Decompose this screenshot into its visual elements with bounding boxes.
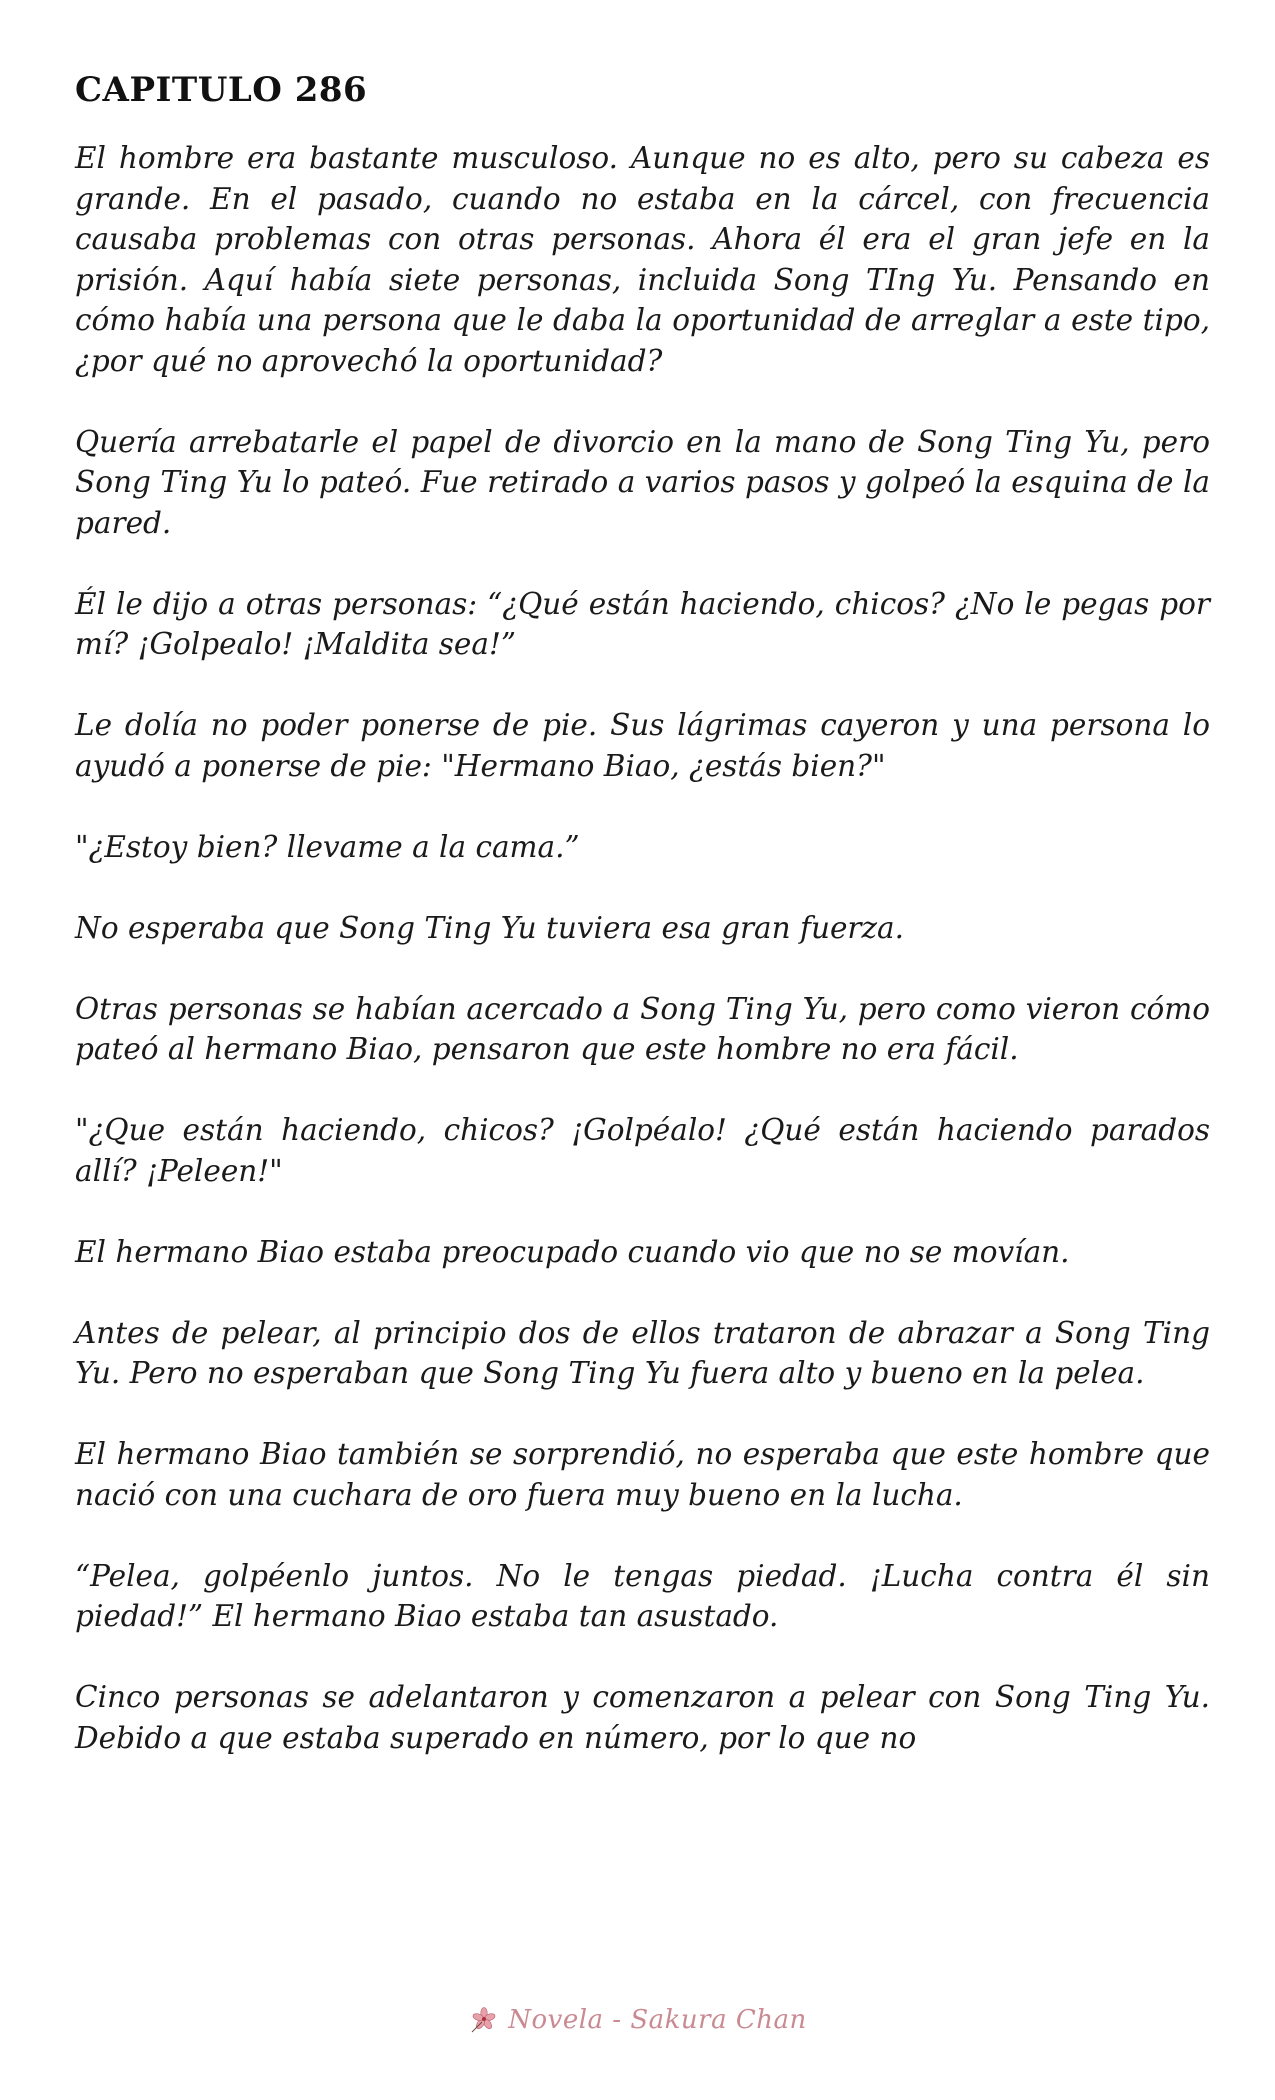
chapter-title: CAPITULO 286 bbox=[75, 70, 368, 110]
paragraph-2: Quería arrebatarle el papel de divorcio en la mano de Song Ting Yu, pero Song Ting Yu lo pateó. Fue retirado a varios pasos y golpeó la esquina de la pared. bbox=[75, 424, 1210, 540]
watermark-text: Novela - Sakura Chan bbox=[508, 2005, 807, 2035]
paragraph-6: No esperaba que Song Ting Yu tuviera esa gran fuerza. bbox=[75, 910, 905, 945]
paragraph-7: Otras personas se habían acercado a Song Ting Yu, pero como vieron cómo pateó al hermano Biao, pensaron que este hombre no era fácil. bbox=[75, 991, 1210, 1066]
paragraph-11: El hermano Biao también se sorprendió, no esperaba que este hombre que nació con una cuchara de oro fuera muy bueno en la lucha. bbox=[75, 1437, 1210, 1512]
paragraph-3: Él le dijo a otras personas: “¿Qué están haciendo, chicos? ¿No le pegas por mí? ¡Golpealo! ¡Maldita sea!” bbox=[75, 586, 1210, 661]
paragraph-12: “Pelea, golpéenlo juntos. No le tengas piedad. ¡Lucha contra él sin piedad!” El hermano Biao estaba tan asustado. bbox=[75, 1558, 1210, 1633]
paragraph-8: "¿Que están haciendo, chicos? ¡Golpéalo! ¿Qué están haciendo parados allí? ¡Peleen!" bbox=[75, 1113, 1210, 1188]
sakura-flower-icon bbox=[468, 2004, 500, 2036]
paragraph-9: El hermano Biao estaba preocupado cuando vio que no se movían. bbox=[75, 1234, 1070, 1269]
paragraph-1: El hombre era bastante musculoso. Aunque no es alto, pero su cabeza es grande. En el pasado, cuando no estaba en la cárcel, con frecuencia causaba problemas con otras personas. Ahora él era el gran jefe en la prisión. Aquí había siete personas, incluida Song TIng Yu. Pensando en cómo había una persona que le daba la oportunidad de arreglar a este tipo, ¿por qué no aprovechó la oportunidad? bbox=[75, 141, 1210, 378]
chapter-page bbox=[75, 70, 1210, 1799]
paragraph-10: Antes de pelear, al principio dos de ellos trataron de abrazar a Song Ting Yu. Pero no esperaban que Song Ting Yu fuera alto y bueno en la pelea. bbox=[75, 1315, 1210, 1390]
paragraph-13: Cinco personas se adelantaron y comenzaron a pelear con Song Ting Yu. Debido a que estaba superado en número, por lo que no bbox=[75, 1680, 1210, 1755]
watermark-footer bbox=[0, 2000, 1275, 2040]
paragraph-4: Le dolía no poder ponerse de pie. Sus lágrimas cayeron y una persona lo ayudó a ponerse de pie: "Hermano Biao, ¿estás bien?" bbox=[75, 708, 1210, 783]
paragraph-5: "¿Estoy bien? llevame a la cama.” bbox=[75, 829, 580, 864]
